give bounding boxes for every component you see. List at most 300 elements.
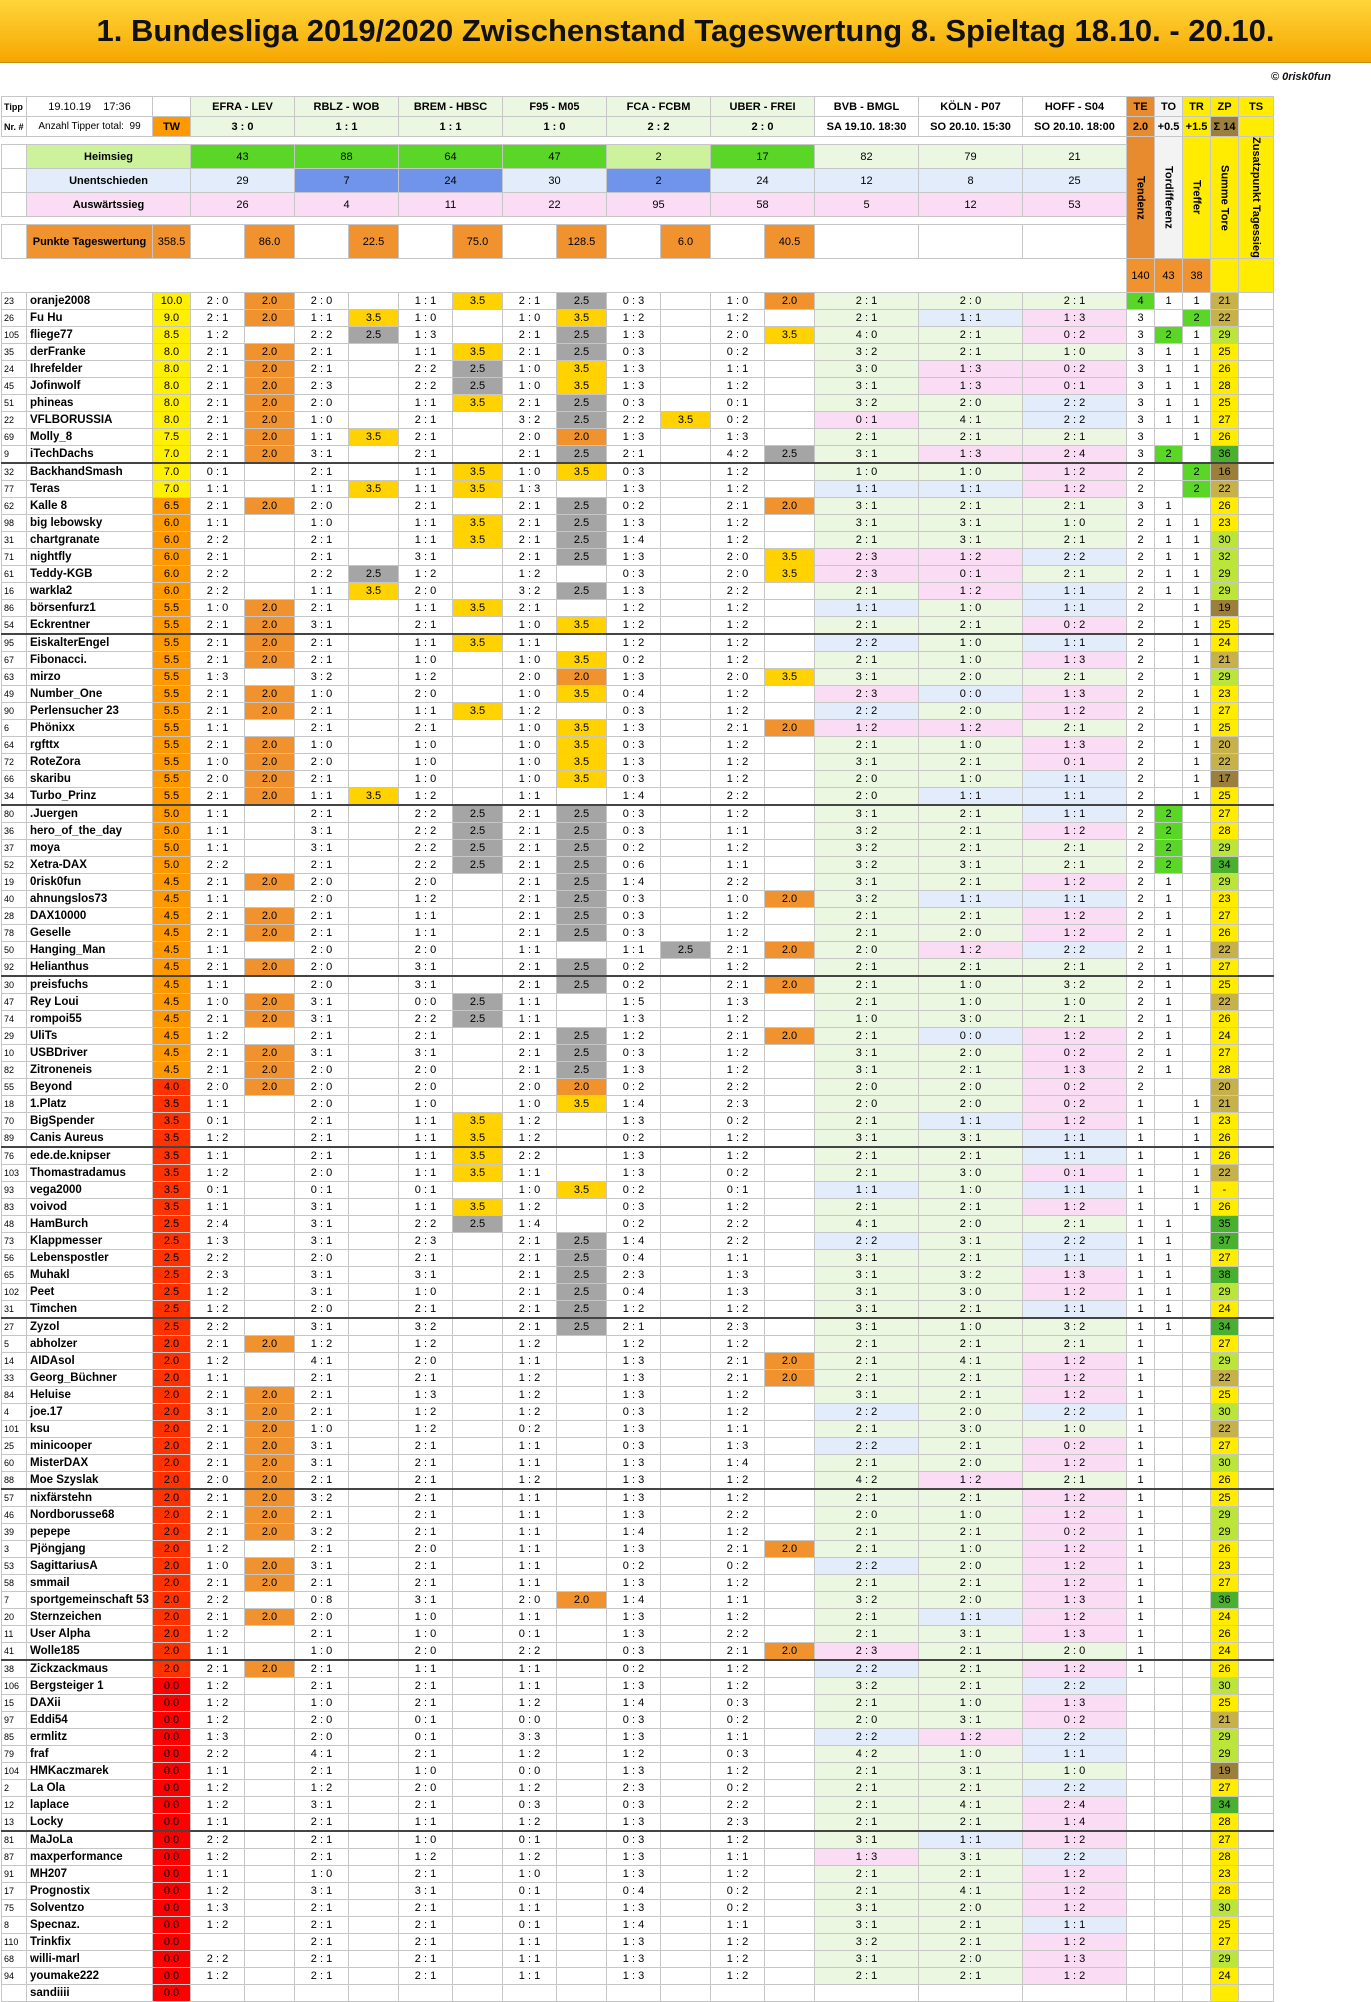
te-cell: 2 <box>1127 600 1155 617</box>
tip-cell: 3 : 1 <box>815 498 919 515</box>
points-cell <box>349 1199 399 1216</box>
te-cell <box>1127 1780 1155 1797</box>
points-cell: 2.0 <box>557 429 607 446</box>
tip-cell: 1 : 0 <box>711 293 765 310</box>
points-cell <box>453 1489 503 1507</box>
rank-number: 56 <box>2 1250 27 1267</box>
tipper-name: Peet <box>27 1284 153 1301</box>
tip-cell: 3 : 1 <box>191 1404 245 1421</box>
tip-cell: 2 : 1 <box>503 1250 557 1267</box>
to-cell: 1 <box>1155 378 1183 395</box>
zp-cell: 32 <box>1211 549 1239 566</box>
points-cell <box>661 1883 711 1900</box>
te-header: TE <box>1127 97 1155 117</box>
tip-cell: 2 : 1 <box>295 1575 349 1592</box>
tip-cell: 2 : 1 <box>503 1062 557 1079</box>
table-row <box>2 498 1274 515</box>
points-cell <box>557 1455 607 1472</box>
tr-cell <box>1183 1233 1211 1250</box>
rank-number: 50 <box>2 942 27 959</box>
tip-cell: 1 : 3 <box>399 327 453 344</box>
tip-cell: 2 : 2 <box>295 566 349 583</box>
tip-cell: 3 : 3 <box>503 1729 557 1746</box>
tip-cell: 1 : 0 <box>295 1643 349 1661</box>
tip-cell: 1 : 2 <box>607 634 661 652</box>
heimsieg-count: 43 <box>191 145 295 169</box>
ts-cell <box>1239 994 1274 1011</box>
ts-cell <box>1239 583 1274 600</box>
points-cell: 2.0 <box>557 669 607 686</box>
tip-cell: 2 : 1 <box>711 1643 765 1661</box>
tr-cell: 1 <box>1183 327 1211 344</box>
te-cell: 1 <box>1127 1113 1155 1130</box>
tip-cell: 2 : 1 <box>815 1028 919 1045</box>
tipper-name: Eddi54 <box>27 1712 153 1729</box>
to-cell: 1 <box>1155 1028 1183 1045</box>
tip-cell: 0 : 3 <box>607 463 661 481</box>
tw-score: 4.5 <box>153 1028 191 1045</box>
tipper-name: 0risk0fun <box>27 874 153 891</box>
points-cell <box>765 1814 815 1832</box>
tw-score: 4.5 <box>153 891 191 908</box>
tip-cell: 1 : 2 <box>1023 1353 1127 1370</box>
tip-cell: 2 : 0 <box>295 1301 349 1319</box>
table-row <box>2 925 1274 942</box>
tip-cell: 2 : 2 <box>399 857 453 874</box>
tip-cell: 1 : 3 <box>607 720 661 737</box>
tip-cell: 1 : 1 <box>399 925 453 942</box>
ts-cell <box>1239 1421 1274 1438</box>
points-cell <box>765 583 815 600</box>
te-cell: 2 <box>1127 754 1155 771</box>
points-cell <box>661 1421 711 1438</box>
tw-score: 2.5 <box>153 1233 191 1250</box>
tip-cell: 1 : 3 <box>607 1575 661 1592</box>
rank-number: 31 <box>2 532 27 549</box>
tip-cell: 2 : 1 <box>815 1797 919 1814</box>
points-cell: 3.5 <box>557 652 607 669</box>
tipper-name: Perlensucher 23 <box>27 703 153 720</box>
tip-cell: 2 : 1 <box>191 908 245 925</box>
ts-cell <box>1239 840 1274 857</box>
tip-cell: 2 : 0 <box>295 891 349 908</box>
tip-cell: 1 : 3 <box>607 515 661 532</box>
zp-cell: 23 <box>1211 891 1239 908</box>
tip-cell: 1 : 2 <box>1023 1831 1127 1849</box>
points-cell <box>557 1968 607 1985</box>
points-cell <box>765 1831 815 1849</box>
tip-cell: 0 : 3 <box>607 823 661 840</box>
tip-cell: 0 : 2 <box>1023 1079 1127 1096</box>
tip-cell: 1 : 2 <box>1023 1541 1127 1558</box>
tip-cell: 2 : 1 <box>191 378 245 395</box>
tip-cell: 2 : 2 <box>1023 395 1127 412</box>
tw-score: 4.0 <box>153 1079 191 1096</box>
table-row <box>2 1660 1274 1678</box>
to-cell <box>1155 1643 1183 1661</box>
tip-cell: 2 : 1 <box>191 310 245 327</box>
points-cell: 2.0 <box>765 976 815 994</box>
tip-cell: 2 : 1 <box>295 805 349 823</box>
tw-score: 2.0 <box>153 1660 191 1678</box>
rank-number: 18 <box>2 1096 27 1113</box>
points-cell <box>349 532 399 549</box>
to-cell <box>1155 1900 1183 1917</box>
tr-cell <box>1183 1780 1211 1797</box>
tip-cell: 0 : 2 <box>607 1216 661 1233</box>
points-cell: 2.5 <box>557 959 607 977</box>
to-cell <box>1155 1336 1183 1353</box>
tip-cell: 2 : 1 <box>191 1421 245 1438</box>
points-cell: 3.5 <box>349 310 399 327</box>
tip-cell: 3 : 1 <box>295 1045 349 1062</box>
points-cell <box>557 1746 607 1763</box>
zp-cell: 29 <box>1211 1507 1239 1524</box>
table-row <box>2 840 1274 857</box>
rank-number: 92 <box>2 959 27 977</box>
tip-cell: 2 : 2 <box>399 840 453 857</box>
zp-cell: 29 <box>1211 1951 1239 1968</box>
tip-cell: 1 : 0 <box>919 1746 1023 1763</box>
to-cell <box>1155 1079 1183 1096</box>
points-cell <box>349 1267 399 1284</box>
tip-cell: 1 : 3 <box>607 327 661 344</box>
points-cell <box>765 515 815 532</box>
tw-score: 5.0 <box>153 805 191 823</box>
points-cell <box>765 1951 815 1968</box>
points-cell <box>245 1028 295 1045</box>
tip-cell: 0 : 2 <box>1023 1712 1127 1729</box>
points-cell <box>453 1096 503 1113</box>
te-cell: 1 <box>1127 1524 1155 1541</box>
points-cell <box>765 1849 815 1866</box>
points-cell <box>245 1866 295 1883</box>
tip-cell: 2 : 1 <box>815 1575 919 1592</box>
tip-cell: 1 : 2 <box>1023 1968 1127 1985</box>
tip-cell: 0 : 1 <box>711 395 765 412</box>
points-cell: 2.5 <box>557 874 607 891</box>
tw-score: 0.0 <box>153 1900 191 1917</box>
rank-number: 38 <box>2 1660 27 1678</box>
points-cell: 3.5 <box>557 686 607 703</box>
points-cell <box>765 1660 815 1678</box>
points-cell: 2.5 <box>557 857 607 874</box>
points-cell <box>245 1626 295 1643</box>
tip-cell: 1 : 2 <box>1023 481 1127 498</box>
tip-cell: 2 : 0 <box>295 754 349 771</box>
tip-cell: 2 : 1 <box>295 1849 349 1866</box>
tip-cell: 1 : 0 <box>295 515 349 532</box>
points-cell <box>453 1318 503 1336</box>
table-row <box>2 976 1274 994</box>
table-row <box>2 1387 1274 1404</box>
rank-number: 93 <box>2 1182 27 1199</box>
tw-score: 3.5 <box>153 1147 191 1165</box>
rank-number: 90 <box>2 703 27 720</box>
points-cell <box>765 634 815 652</box>
tip-cell: 1 : 2 <box>1023 1575 1127 1592</box>
points-cell: 2.5 <box>557 395 607 412</box>
tip-cell: 0 : 2 <box>607 840 661 857</box>
tip-cell: 1 : 0 <box>503 652 557 669</box>
tip-cell: 2 : 0 <box>295 976 349 994</box>
points-cell <box>765 1438 815 1455</box>
zp-cell: 21 <box>1211 652 1239 669</box>
to-cell <box>1155 310 1183 327</box>
to-cell <box>1155 1455 1183 1472</box>
points-cell: 2.0 <box>245 959 295 977</box>
points-cell: 3.5 <box>453 1165 503 1182</box>
rank-number: 87 <box>2 1849 27 1866</box>
tip-cell: 2 : 2 <box>503 1147 557 1165</box>
tip-cell: 1 : 1 <box>1023 1130 1127 1148</box>
tip-cell: 1 : 2 <box>399 669 453 686</box>
points-cell: 3.5 <box>453 293 503 310</box>
to-cell <box>1155 788 1183 806</box>
points-cell <box>765 771 815 788</box>
table-row <box>2 1712 1274 1729</box>
punkte-game: 75.0 <box>453 225 503 259</box>
te-cell: 2 <box>1127 1028 1155 1045</box>
tip-cell: 2 : 0 <box>919 1404 1023 1421</box>
tip-cell: 0 : 1 <box>503 1917 557 1934</box>
tr-cell: 1 <box>1183 566 1211 583</box>
tip-cell: 2 : 1 <box>711 1028 765 1045</box>
tr-cell <box>1183 1900 1211 1917</box>
ts-cell <box>1239 1695 1274 1712</box>
points-cell <box>661 857 711 874</box>
tw-score: 4.5 <box>153 976 191 994</box>
rank-number: 83 <box>2 1199 27 1216</box>
ts-header: TS <box>1239 97 1274 117</box>
tip-cell: 2 : 2 <box>1023 1780 1127 1797</box>
tip-cell: 2 : 1 <box>503 874 557 891</box>
rank-number: 6 <box>2 720 27 737</box>
points-cell <box>245 1746 295 1763</box>
tip-cell: 1 : 2 <box>1023 1660 1127 1678</box>
tip-cell: 1 : 3 <box>607 754 661 771</box>
tip-cell: 2 : 1 <box>919 1575 1023 1592</box>
ts-cell <box>1239 1541 1274 1558</box>
ts-cell <box>1239 1404 1274 1421</box>
points-cell: 3.5 <box>349 583 399 600</box>
tip-cell: 1 : 2 <box>711 1199 765 1216</box>
tip-cell: 1 : 0 <box>815 463 919 481</box>
ts-cell <box>1239 549 1274 566</box>
rank-number: 79 <box>2 1746 27 1763</box>
tip-cell: 3 : 1 <box>295 1318 349 1336</box>
tip-cell: 3 : 2 <box>815 840 919 857</box>
tip-cell: 2 : 1 <box>399 1250 453 1267</box>
points-cell: 2.0 <box>245 686 295 703</box>
to-cell: 1 <box>1155 566 1183 583</box>
table-row <box>2 327 1274 344</box>
table-row <box>2 481 1274 498</box>
points-cell: 2.0 <box>245 788 295 806</box>
tr-cell: 1 <box>1183 703 1211 720</box>
points-cell <box>557 788 607 806</box>
tip-cell: 1 : 0 <box>919 1541 1023 1558</box>
tip-cell: 1 : 2 <box>711 1934 765 1951</box>
table-row <box>2 634 1274 652</box>
game-result: 3 : 0 <box>191 117 295 137</box>
tip-cell: 3 : 1 <box>399 976 453 994</box>
tip-cell: 2 : 1 <box>919 823 1023 840</box>
points-cell <box>453 891 503 908</box>
tip-cell: 1 : 0 <box>1023 1421 1127 1438</box>
table-row <box>2 429 1274 446</box>
te-cell: 2 <box>1127 788 1155 806</box>
points-cell <box>453 549 503 566</box>
tip-cell: 3 : 2 <box>815 1592 919 1609</box>
rank-number: 32 <box>2 463 27 481</box>
tipper-name: Zickzackmaus <box>27 1660 153 1678</box>
tip-cell: 1 : 2 <box>711 1968 765 1985</box>
tipper-name: Specnaz. <box>27 1917 153 1934</box>
points-cell <box>453 1267 503 1284</box>
tip-cell: 0 : 1 <box>191 463 245 481</box>
game-name: HOFF - S04 <box>1023 97 1127 117</box>
tip-cell: 1 : 1 <box>503 1968 557 1985</box>
tip-cell: 0 : 4 <box>607 1250 661 1267</box>
tip-cell: 2 : 1 <box>191 1609 245 1626</box>
points-cell: 2.0 <box>557 1592 607 1609</box>
tip-cell: 2 : 1 <box>191 1336 245 1353</box>
to-cell: 1 <box>1155 925 1183 942</box>
tip-cell: 2 : 1 <box>399 1934 453 1951</box>
points-cell <box>765 857 815 874</box>
points-cell <box>661 1746 711 1763</box>
points-cell <box>765 1182 815 1199</box>
points-cell <box>557 1472 607 1490</box>
points-cell <box>349 669 399 686</box>
tip-cell: 3 : 2 <box>815 857 919 874</box>
table-row <box>2 617 1274 635</box>
ausw-count: 22 <box>503 193 607 217</box>
to-cell <box>1155 1165 1183 1182</box>
tip-cell: 2 : 2 <box>711 1797 765 1814</box>
points-cell: 2.0 <box>245 1558 295 1575</box>
tip-cell: 0 : 3 <box>607 1831 661 1849</box>
tip-cell: 2 : 0 <box>399 1780 453 1797</box>
points-cell: 2.0 <box>245 1045 295 1062</box>
points-cell <box>557 1147 607 1165</box>
rank-number: 73 <box>2 1233 27 1250</box>
to-cell <box>1155 1096 1183 1113</box>
tip-cell: 2 : 1 <box>399 429 453 446</box>
points-cell <box>245 1233 295 1250</box>
ts-cell <box>1239 1028 1274 1045</box>
tip-cell: 1 : 3 <box>1023 1592 1127 1609</box>
tip-cell: 1 : 1 <box>815 481 919 498</box>
points-cell: 2.0 <box>245 412 295 429</box>
ts-cell <box>1239 1763 1274 1780</box>
tip-cell: 2 : 2 <box>1023 1233 1127 1250</box>
table-row <box>2 703 1274 720</box>
points-cell: 2.0 <box>245 293 295 310</box>
to-cell <box>1155 481 1183 498</box>
points-cell <box>245 1814 295 1832</box>
ts-cell <box>1239 1968 1274 1985</box>
points-cell <box>557 1831 607 1849</box>
rank-number: 95 <box>2 634 27 652</box>
to-cell <box>1155 1147 1183 1165</box>
tip-cell: 2 : 1 <box>815 1336 919 1353</box>
to-vertical-label: Tordifferenz <box>1155 137 1183 259</box>
tip-cell: 2 : 1 <box>919 1438 1023 1455</box>
tip-cell: 1 : 2 <box>607 617 661 635</box>
te-cell: 2 <box>1127 908 1155 925</box>
tip-cell: 1 : 1 <box>1023 805 1127 823</box>
tip-cell: 0 : 3 <box>607 344 661 361</box>
points-cell <box>765 1985 815 2002</box>
points-cell: 2.5 <box>557 976 607 994</box>
tip-cell: 1 : 1 <box>503 1165 557 1182</box>
zp-cell: 22 <box>1211 310 1239 327</box>
table-row <box>2 754 1274 771</box>
tip-cell: 1 : 2 <box>711 1678 765 1695</box>
tw-score: 0.0 <box>153 1917 191 1934</box>
punkte-game: 86.0 <box>245 225 295 259</box>
tip-cell: 1 : 3 <box>607 1763 661 1780</box>
tip-cell: 3 : 1 <box>815 1318 919 1336</box>
tip-cell: 2 : 2 <box>191 532 245 549</box>
tip-cell: 3 : 2 <box>815 823 919 840</box>
points-cell <box>453 446 503 464</box>
to-cell: 1 <box>1155 1267 1183 1284</box>
tip-cell: 2 : 0 <box>295 1712 349 1729</box>
tip-cell: 1 : 1 <box>191 1814 245 1832</box>
game-date: SO 20.10. 15:30 <box>919 117 1023 137</box>
game-date: SA 19.10. 18:30 <box>815 117 919 137</box>
tipper-name: ksu <box>27 1421 153 1438</box>
table-row <box>2 566 1274 583</box>
tip-cell: 2 : 1 <box>295 1814 349 1832</box>
points-cell: 3.5 <box>557 463 607 481</box>
tipper-name: hero_of_the_day <box>27 823 153 840</box>
points-cell <box>765 823 815 840</box>
to-cell: 1 <box>1155 549 1183 566</box>
rank-number: 13 <box>2 1814 27 1832</box>
points-cell <box>765 908 815 925</box>
points-cell <box>765 1199 815 1216</box>
tw-score: 5.5 <box>153 788 191 806</box>
te-cell: 3 <box>1127 361 1155 378</box>
tip-cell: 1 : 3 <box>503 481 557 498</box>
rank-number: 66 <box>2 771 27 788</box>
tip-cell: 2 : 2 <box>191 1318 245 1336</box>
tr-cell <box>1183 1079 1211 1096</box>
tip-cell: 0 : 3 <box>607 1404 661 1421</box>
tr-cell <box>1183 1472 1211 1490</box>
tip-cell: 1 : 1 <box>503 1558 557 1575</box>
points-cell: 2.5 <box>453 1011 503 1028</box>
tr-cell: 1 <box>1183 754 1211 771</box>
points-cell <box>453 1729 503 1746</box>
tipper-name: youmake222 <box>27 1968 153 1985</box>
tr-cell: 1 <box>1183 669 1211 686</box>
te-cell <box>1127 1866 1155 1883</box>
points-cell: 2.0 <box>245 429 295 446</box>
rank-number: 63 <box>2 669 27 686</box>
table-row <box>2 1301 1274 1319</box>
tip-cell: 1 : 0 <box>919 600 1023 617</box>
tw-score: 6.0 <box>153 583 191 600</box>
points-cell: 3.5 <box>453 634 503 652</box>
te-cell: 2 <box>1127 720 1155 737</box>
points-cell <box>557 703 607 720</box>
tip-cell: 2 : 1 <box>815 1524 919 1541</box>
